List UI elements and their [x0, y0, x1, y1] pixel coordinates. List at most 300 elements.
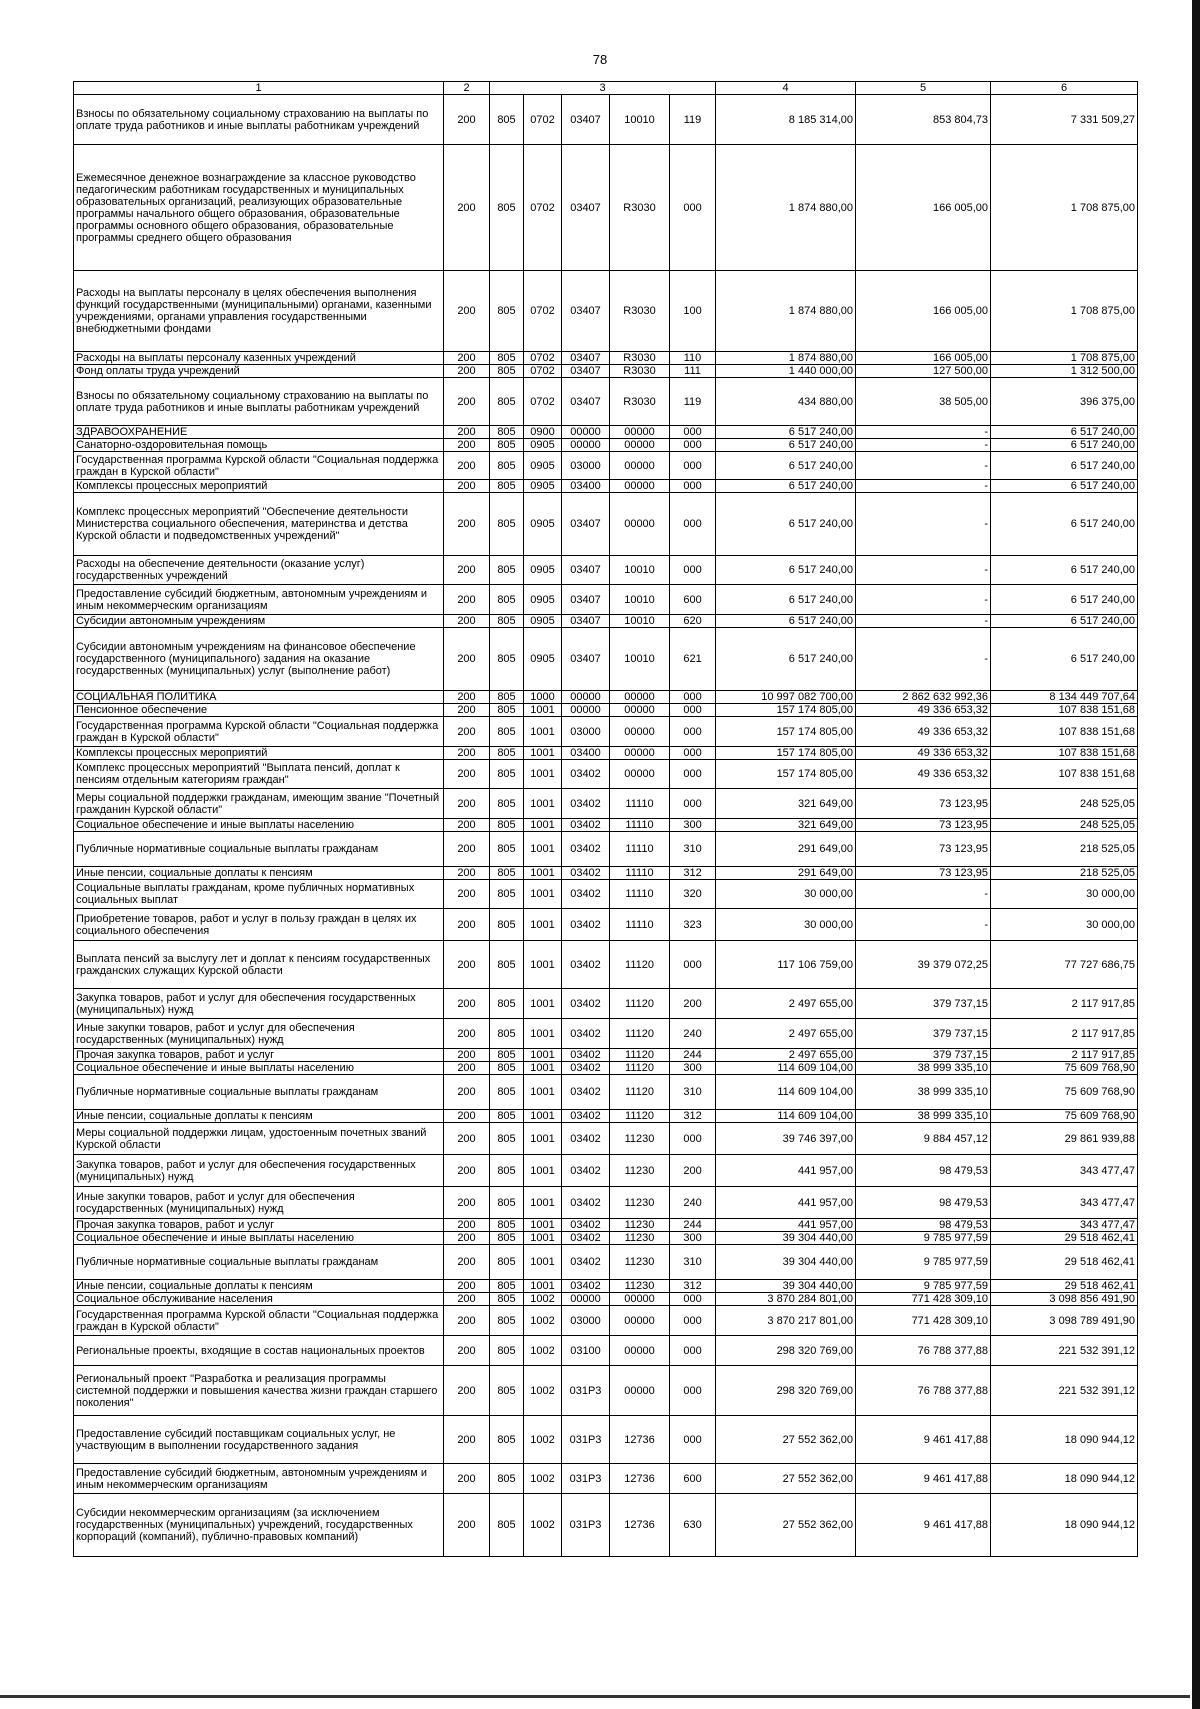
approved-amount: 1 874 880,00 — [716, 271, 856, 352]
direction-code: R3030 — [610, 365, 670, 378]
admin-code: 200 — [444, 989, 490, 1019]
program-code: 00000 — [562, 704, 610, 717]
section-code: 805 — [490, 1464, 524, 1494]
executed-amount: - — [856, 880, 991, 909]
remaining-amount: 6 517 240,00 — [991, 439, 1138, 452]
table-row — [74, 691, 1138, 704]
subsection-code: 0905 — [524, 493, 562, 556]
subsection-code: 1001 — [524, 909, 562, 941]
subsection-code: 1001 — [524, 1232, 562, 1245]
executed-amount: 49 336 653,32 — [856, 747, 991, 760]
approved-amount: 434 880,00 — [716, 378, 856, 426]
program-code: 03402 — [562, 789, 610, 819]
subsection-code: 1001 — [524, 1075, 562, 1110]
row-name: Публичные нормативные социальные выплаты гражданам — [74, 1245, 444, 1280]
expense-type-code: 200 — [670, 989, 716, 1019]
row-name: Прочая закупка товаров, работ и услуг — [74, 1049, 444, 1062]
program-code: 03407 — [562, 378, 610, 426]
expense-type-code: 111 — [670, 365, 716, 378]
table-row — [74, 832, 1138, 867]
table-row — [74, 1019, 1138, 1049]
section-code: 805 — [490, 95, 524, 145]
executed-amount: 9 461 417,88 — [856, 1416, 991, 1464]
admin-code: 200 — [444, 1366, 490, 1416]
table-row — [74, 1306, 1138, 1336]
subsection-code: 1001 — [524, 1280, 562, 1293]
program-code: 03402 — [562, 1110, 610, 1123]
remaining-amount: 6 517 240,00 — [991, 615, 1138, 628]
remaining-amount: 2 117 917,85 — [991, 1019, 1138, 1049]
row-name: Взносы по обязательному социальному страхованию на выплаты по оплате труда работников и иные выплаты работникам учреждений — [74, 95, 444, 145]
section-code: 805 — [490, 880, 524, 909]
direction-code: 11110 — [610, 819, 670, 832]
subsection-code: 0900 — [524, 426, 562, 439]
row-name: Расходы на обеспечение деятельности (оказание услуг) государственных учреждений — [74, 556, 444, 585]
subsection-code: 0905 — [524, 556, 562, 585]
approved-amount: 441 957,00 — [716, 1155, 856, 1187]
direction-code: 00000 — [610, 747, 670, 760]
executed-amount: 38 999 335,10 — [856, 1075, 991, 1110]
executed-amount: 73 123,95 — [856, 819, 991, 832]
direction-code: 11120 — [610, 1075, 670, 1110]
program-code: 03000 — [562, 452, 610, 480]
row-name: Иные пенсии, социальные доплаты к пенсиям — [74, 1280, 444, 1293]
section-code: 805 — [490, 352, 524, 365]
expense-type-code: 621 — [670, 628, 716, 691]
expense-type-code: 600 — [670, 1464, 716, 1494]
header-col-3: 3 — [490, 82, 716, 95]
row-name: Санаторно-оздоровительная помощь — [74, 439, 444, 452]
remaining-amount: 6 517 240,00 — [991, 585, 1138, 615]
direction-code: 11110 — [610, 832, 670, 867]
approved-amount: 6 517 240,00 — [716, 493, 856, 556]
section-code: 805 — [490, 365, 524, 378]
table-row — [74, 556, 1138, 585]
program-code: 03402 — [562, 909, 610, 941]
header-row — [74, 82, 1138, 95]
expense-type-code: 000 — [670, 789, 716, 819]
executed-amount: 38 505,00 — [856, 378, 991, 426]
approved-amount: 291 649,00 — [716, 832, 856, 867]
remaining-amount: 396 375,00 — [991, 378, 1138, 426]
executed-amount: 38 999 335,10 — [856, 1062, 991, 1075]
admin-code: 200 — [444, 1123, 490, 1155]
row-name: Иные пенсии, социальные доплаты к пенсиям — [74, 867, 444, 880]
approved-amount: 441 957,00 — [716, 1219, 856, 1232]
row-name: Региональный проект "Разработка и реализация программы системной поддержки и повышения качества жизни граждан старшего поколения" — [74, 1366, 444, 1416]
section-code: 805 — [490, 832, 524, 867]
admin-code: 200 — [444, 145, 490, 271]
row-name: Прочая закупка товаров, работ и услуг — [74, 1219, 444, 1232]
admin-code: 200 — [444, 704, 490, 717]
admin-code: 200 — [444, 941, 490, 989]
approved-amount: 39 304 440,00 — [716, 1280, 856, 1293]
program-code: 03407 — [562, 352, 610, 365]
table-row — [74, 615, 1138, 628]
remaining-amount: 2 117 917,85 — [991, 1049, 1138, 1062]
program-code: 00000 — [562, 426, 610, 439]
direction-code: 11230 — [610, 1219, 670, 1232]
subsection-code: 1001 — [524, 1049, 562, 1062]
section-code: 805 — [490, 1366, 524, 1416]
table-row — [74, 352, 1138, 365]
table-row — [74, 819, 1138, 832]
admin-code: 200 — [444, 832, 490, 867]
remaining-amount: 8 134 449 707,64 — [991, 691, 1138, 704]
row-name: Комплекс процессных мероприятий "Обеспечение деятельности Министерства социального обеспечения, материнства и детства Курской области и подведомственных учреждений" — [74, 493, 444, 556]
table-row — [74, 493, 1138, 556]
subsection-code: 1002 — [524, 1306, 562, 1336]
subsection-code: 0702 — [524, 271, 562, 352]
expense-type-code: 100 — [670, 271, 716, 352]
expense-type-code: 630 — [670, 1494, 716, 1557]
row-name: Социальное обеспечение и иные выплаты населению — [74, 1232, 444, 1245]
subsection-code: 1001 — [524, 1155, 562, 1187]
expense-type-code: 000 — [670, 717, 716, 747]
approved-amount: 157 174 805,00 — [716, 717, 856, 747]
approved-amount: 1 874 880,00 — [716, 145, 856, 271]
row-name: Закупка товаров, работ и услуг для обеспечения государственных (муниципальных) нужд — [74, 989, 444, 1019]
admin-code: 200 — [444, 747, 490, 760]
remaining-amount: 248 525,05 — [991, 819, 1138, 832]
table-row — [74, 95, 1138, 145]
row-name: Региональные проекты, входящие в состав национальных проектов — [74, 1336, 444, 1366]
direction-code: 11230 — [610, 1155, 670, 1187]
table-row — [74, 704, 1138, 717]
admin-code: 200 — [444, 1494, 490, 1557]
expense-type-code: 000 — [670, 1306, 716, 1336]
remaining-amount: 1 708 875,00 — [991, 271, 1138, 352]
approved-amount: 2 497 655,00 — [716, 989, 856, 1019]
table-row — [74, 585, 1138, 615]
section-code: 805 — [490, 1075, 524, 1110]
remaining-amount: 3 098 789 491,90 — [991, 1306, 1138, 1336]
admin-code: 200 — [444, 1155, 490, 1187]
executed-amount: - — [856, 452, 991, 480]
direction-code: R3030 — [610, 352, 670, 365]
table-row — [74, 1245, 1138, 1280]
subsection-code: 1002 — [524, 1416, 562, 1464]
expense-type-code: 000 — [670, 1123, 716, 1155]
subsection-code: 1001 — [524, 1219, 562, 1232]
section-code: 805 — [490, 1155, 524, 1187]
section-code: 805 — [490, 909, 524, 941]
program-code: 03402 — [562, 1187, 610, 1219]
table-row — [74, 1366, 1138, 1416]
subsection-code: 1001 — [524, 1245, 562, 1280]
row-name: Комплексы процессных мероприятий — [74, 747, 444, 760]
direction-code: 11110 — [610, 909, 670, 941]
program-code: 03400 — [562, 747, 610, 760]
section-code: 805 — [490, 378, 524, 426]
executed-amount: 76 788 377,88 — [856, 1366, 991, 1416]
admin-code: 200 — [444, 556, 490, 585]
expense-type-code: 312 — [670, 1110, 716, 1123]
remaining-amount: 218 525,05 — [991, 867, 1138, 880]
subsection-code: 0702 — [524, 365, 562, 378]
remaining-amount: 6 517 240,00 — [991, 480, 1138, 493]
admin-code: 200 — [444, 760, 490, 789]
expense-type-code: 119 — [670, 95, 716, 145]
section-code: 805 — [490, 867, 524, 880]
expense-type-code: 244 — [670, 1219, 716, 1232]
admin-code: 200 — [444, 1232, 490, 1245]
program-code: 031P3 — [562, 1464, 610, 1494]
direction-code: 10010 — [610, 615, 670, 628]
executed-amount: 49 336 653,32 — [856, 717, 991, 747]
row-name: Социальное обслуживание населения — [74, 1293, 444, 1306]
expense-type-code: 000 — [670, 941, 716, 989]
table-row — [74, 1464, 1138, 1494]
page-number: 78 — [592, 52, 608, 67]
expense-type-code: 300 — [670, 1232, 716, 1245]
approved-amount: 157 174 805,00 — [716, 704, 856, 717]
row-name: ЗДРАВООХРАНЕНИЕ — [74, 426, 444, 439]
direction-code: 12736 — [610, 1416, 670, 1464]
expense-type-code: 000 — [670, 493, 716, 556]
remaining-amount: 29 518 462,41 — [991, 1280, 1138, 1293]
admin-code: 200 — [444, 867, 490, 880]
remaining-amount: 6 517 240,00 — [991, 493, 1138, 556]
program-code: 03100 — [562, 1336, 610, 1366]
admin-code: 200 — [444, 789, 490, 819]
table-row — [74, 760, 1138, 789]
remaining-amount: 107 838 151,68 — [991, 760, 1138, 789]
executed-amount: 76 788 377,88 — [856, 1336, 991, 1366]
table-row — [74, 1187, 1138, 1219]
program-code: 03402 — [562, 941, 610, 989]
executed-amount: 73 123,95 — [856, 832, 991, 867]
admin-code: 200 — [444, 1416, 490, 1464]
admin-code: 200 — [444, 628, 490, 691]
approved-amount: 321 649,00 — [716, 819, 856, 832]
program-code: 031P3 — [562, 1416, 610, 1464]
approved-amount: 39 304 440,00 — [716, 1232, 856, 1245]
section-code: 805 — [490, 493, 524, 556]
admin-code: 200 — [444, 352, 490, 365]
row-name: Публичные нормативные социальные выплаты гражданам — [74, 1075, 444, 1110]
executed-amount: 379 737,15 — [856, 1019, 991, 1049]
subsection-code: 1001 — [524, 1110, 562, 1123]
program-code: 03402 — [562, 760, 610, 789]
table-row — [74, 480, 1138, 493]
table-row — [74, 1219, 1138, 1232]
subsection-code: 0905 — [524, 452, 562, 480]
row-name: Фонд оплаты труда учреждений — [74, 365, 444, 378]
program-code: 03402 — [562, 819, 610, 832]
approved-amount: 27 552 362,00 — [716, 1416, 856, 1464]
direction-code: R3030 — [610, 271, 670, 352]
executed-amount: 166 005,00 — [856, 145, 991, 271]
expense-type-code: 000 — [670, 556, 716, 585]
row-name: Комплекс процессных мероприятий "Выплата пенсий, доплат к пенсиям отдельным категориям граждан" — [74, 760, 444, 789]
executed-amount: - — [856, 480, 991, 493]
expense-type-code: 600 — [670, 585, 716, 615]
admin-code: 200 — [444, 1110, 490, 1123]
program-code: 00000 — [562, 691, 610, 704]
row-name: Субсидии некоммерческим организациям (за исключением государственных (муниципальных) учреждений, государственных корпораций (компаний), публично-правовых компаний) — [74, 1494, 444, 1557]
remaining-amount: 1 708 875,00 — [991, 145, 1138, 271]
admin-code: 200 — [444, 1245, 490, 1280]
remaining-amount: 6 517 240,00 — [991, 452, 1138, 480]
direction-code: 10010 — [610, 556, 670, 585]
approved-amount: 2 497 655,00 — [716, 1049, 856, 1062]
executed-amount: 166 005,00 — [856, 271, 991, 352]
expense-type-code: 000 — [670, 747, 716, 760]
admin-code: 200 — [444, 691, 490, 704]
section-code: 805 — [490, 1123, 524, 1155]
program-code: 03402 — [562, 867, 610, 880]
program-code: 03402 — [562, 1062, 610, 1075]
admin-code: 200 — [444, 493, 490, 556]
program-code: 031P3 — [562, 1366, 610, 1416]
section-code: 805 — [490, 145, 524, 271]
row-name: Пенсионное обеспечение — [74, 704, 444, 717]
executed-amount: 38 999 335,10 — [856, 1110, 991, 1123]
executed-amount: 98 479,53 — [856, 1155, 991, 1187]
remaining-amount: 343 477,47 — [991, 1187, 1138, 1219]
section-code: 805 — [490, 1062, 524, 1075]
direction-code: 00000 — [610, 1293, 670, 1306]
program-code: 03407 — [562, 271, 610, 352]
table-row — [74, 1293, 1138, 1306]
expense-type-code: 240 — [670, 1187, 716, 1219]
section-code: 805 — [490, 615, 524, 628]
direction-code: 11110 — [610, 880, 670, 909]
direction-code: 10010 — [610, 95, 670, 145]
executed-amount: 49 336 653,32 — [856, 704, 991, 717]
subsection-code: 1001 — [524, 760, 562, 789]
program-code: 03402 — [562, 1232, 610, 1245]
expense-type-code: 000 — [670, 1293, 716, 1306]
approved-amount: 1 874 880,00 — [716, 352, 856, 365]
program-code: 03402 — [562, 1123, 610, 1155]
admin-code: 200 — [444, 615, 490, 628]
row-name: Предоставление субсидий бюджетным, автономным учреждениям и иным некоммерческим организациям — [74, 585, 444, 615]
section-code: 805 — [490, 1219, 524, 1232]
executed-amount: 2 862 632 992,36 — [856, 691, 991, 704]
expense-type-code: 310 — [670, 1245, 716, 1280]
direction-code: 12736 — [610, 1464, 670, 1494]
approved-amount: 10 997 082 700,00 — [716, 691, 856, 704]
table-row — [74, 880, 1138, 909]
direction-code: 00000 — [610, 1306, 670, 1336]
executed-amount: 853 804,73 — [856, 95, 991, 145]
section-code: 805 — [490, 717, 524, 747]
subsection-code: 1002 — [524, 1293, 562, 1306]
scan-bottom-line — [0, 1695, 1190, 1698]
remaining-amount: 18 090 944,12 — [991, 1464, 1138, 1494]
program-code: 03407 — [562, 628, 610, 691]
header-col-4: 4 — [716, 82, 856, 95]
direction-code: 11110 — [610, 867, 670, 880]
section-code: 805 — [490, 271, 524, 352]
expense-type-code: 000 — [670, 704, 716, 717]
direction-code: 11120 — [610, 941, 670, 989]
program-code: 03407 — [562, 615, 610, 628]
executed-amount: 9 461 417,88 — [856, 1494, 991, 1557]
program-code: 03407 — [562, 365, 610, 378]
subsection-code: 1001 — [524, 941, 562, 989]
subsection-code: 0905 — [524, 615, 562, 628]
admin-code: 200 — [444, 452, 490, 480]
remaining-amount: 75 609 768,90 — [991, 1110, 1138, 1123]
remaining-amount: 30 000,00 — [991, 880, 1138, 909]
approved-amount: 291 649,00 — [716, 867, 856, 880]
executed-amount: 771 428 309,10 — [856, 1306, 991, 1336]
admin-code: 200 — [444, 880, 490, 909]
direction-code: R3030 — [610, 145, 670, 271]
admin-code: 200 — [444, 1336, 490, 1366]
subsection-code: 1002 — [524, 1366, 562, 1416]
remaining-amount: 343 477,47 — [991, 1155, 1138, 1187]
subsection-code: 1002 — [524, 1494, 562, 1557]
executed-amount: - — [856, 585, 991, 615]
remaining-amount: 2 117 917,85 — [991, 989, 1138, 1019]
table-row — [74, 989, 1138, 1019]
table-row — [74, 1494, 1138, 1557]
subsection-code: 0702 — [524, 95, 562, 145]
expense-type-code: 310 — [670, 832, 716, 867]
approved-amount: 117 106 759,00 — [716, 941, 856, 989]
admin-code: 200 — [444, 1019, 490, 1049]
approved-amount: 1 440 000,00 — [716, 365, 856, 378]
direction-code: 11120 — [610, 1062, 670, 1075]
admin-code: 200 — [444, 439, 490, 452]
executed-amount: - — [856, 493, 991, 556]
admin-code: 200 — [444, 1293, 490, 1306]
approved-amount: 30 000,00 — [716, 880, 856, 909]
admin-code: 200 — [444, 271, 490, 352]
table-row — [74, 1123, 1138, 1155]
table-row — [74, 271, 1138, 352]
approved-amount: 298 320 769,00 — [716, 1336, 856, 1366]
subsection-code: 1001 — [524, 789, 562, 819]
expense-type-code: 200 — [670, 1155, 716, 1187]
approved-amount: 6 517 240,00 — [716, 480, 856, 493]
table-row — [74, 378, 1138, 426]
direction-code: 11120 — [610, 1110, 670, 1123]
row-name: Иные пенсии, социальные доплаты к пенсиям — [74, 1110, 444, 1123]
section-code: 805 — [490, 989, 524, 1019]
direction-code: 00000 — [610, 426, 670, 439]
expense-type-code: 240 — [670, 1019, 716, 1049]
subsection-code: 1001 — [524, 1062, 562, 1075]
direction-code: 00000 — [610, 760, 670, 789]
remaining-amount: 18 090 944,12 — [991, 1494, 1138, 1557]
approved-amount: 6 517 240,00 — [716, 585, 856, 615]
program-code: 03402 — [562, 989, 610, 1019]
executed-amount: 73 123,95 — [856, 867, 991, 880]
executed-amount: 98 479,53 — [856, 1219, 991, 1232]
header-col-5: 5 — [856, 82, 991, 95]
expense-type-code: 000 — [670, 1336, 716, 1366]
table-row — [74, 1075, 1138, 1110]
program-code: 03407 — [562, 585, 610, 615]
approved-amount: 3 870 217 801,00 — [716, 1306, 856, 1336]
admin-code: 200 — [444, 819, 490, 832]
section-code: 805 — [490, 789, 524, 819]
approved-amount: 321 649,00 — [716, 789, 856, 819]
expense-type-code: 312 — [670, 867, 716, 880]
table-row — [74, 1280, 1138, 1293]
program-code: 03402 — [562, 1155, 610, 1187]
section-code: 805 — [490, 747, 524, 760]
subsection-code: 1001 — [524, 747, 562, 760]
program-code: 031P3 — [562, 1494, 610, 1557]
approved-amount: 157 174 805,00 — [716, 747, 856, 760]
direction-code: 12736 — [610, 1494, 670, 1557]
